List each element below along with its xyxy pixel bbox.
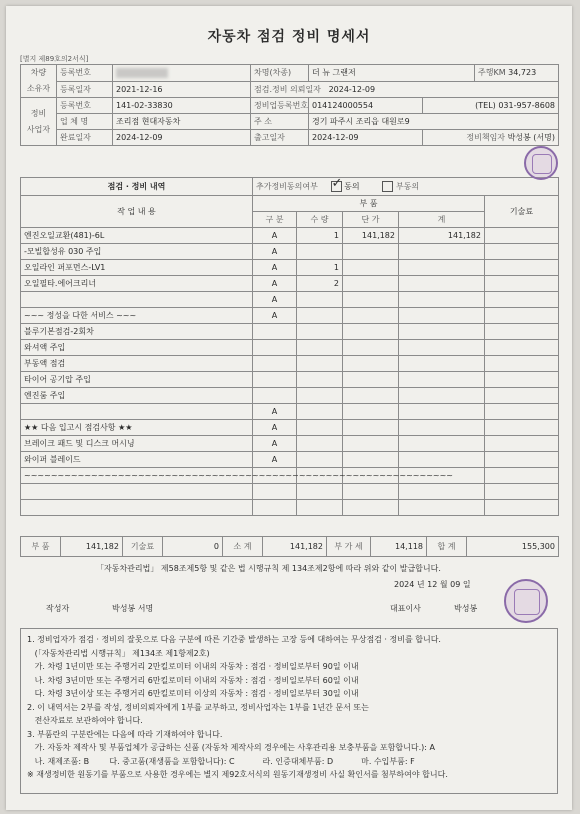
- item-qty: [297, 308, 343, 324]
- note-line: 2. 이 내역서는 2부를 작성, 정비의뢰자에게 1부를 교부하고, 정비사업자는 1부를 1년간 문서 또는: [27, 702, 369, 712]
- item-row: [21, 388, 559, 404]
- manager-value: 박성봉 (서명): [507, 133, 556, 142]
- rep-label: 대표이사: [390, 604, 421, 613]
- item-total: [399, 244, 485, 260]
- parts-total-label: 부 품: [21, 537, 61, 557]
- mileage-label: 주행KM: [478, 68, 506, 78]
- item-qty: [297, 340, 343, 356]
- note-line: 나. 재제조품: B 다. 중고품(재생품을 포함합니다): C 라. 인증대체부품: D 마. 수입부품: F: [27, 756, 415, 766]
- item-tech-fee: [485, 324, 559, 340]
- type-header: 구 분: [253, 212, 297, 228]
- rep-value: 박성봉: [454, 604, 478, 613]
- note-line: 1. 정비업자가 점검 · 정비의 잘못으로 다음 구분에 따른 기간중 발생하는 고장 등에 대하여는 무상점검 · 정비를 합니다.: [27, 635, 441, 644]
- model-label: 차명(차종): [251, 65, 309, 82]
- item-tech-fee: [485, 308, 559, 324]
- subtotal-value: 141,182: [263, 537, 327, 557]
- request-date-cell: [251, 81, 559, 98]
- sum-value: 155,300: [467, 537, 559, 557]
- reg-date-label: 등록일자: [57, 81, 113, 98]
- item-work: 블루기본점검-2회차: [21, 324, 253, 340]
- check-mark-icon: ✓: [331, 176, 343, 191]
- shop-addr-label: 주 소: [251, 114, 309, 130]
- mileage-value: 34,723: [508, 68, 537, 78]
- subtotal-label: 소 계: [223, 537, 263, 557]
- parts-header: 부 품: [253, 196, 485, 212]
- note-line: 가. 차령 1년미만 또는 주행거리 2만킬로미터 이내의 자동차 : 점검 · 정비일로부터 90일 이내: [27, 662, 359, 671]
- item-row: [21, 292, 559, 308]
- parts-total-value: 141,182: [61, 537, 123, 557]
- vat-label: 부 가 세: [327, 537, 371, 557]
- item-qty: [297, 244, 343, 260]
- item-tech-fee: [485, 292, 559, 308]
- item-tech-fee: [485, 388, 559, 404]
- item-total: [399, 260, 485, 276]
- item-tech-fee: [485, 484, 559, 500]
- item-type: A: [253, 308, 297, 324]
- shop-tel: (TEL) 031-957-8608: [423, 98, 559, 114]
- disagree-label: 부동의: [396, 182, 420, 191]
- notes-list: [27, 633, 551, 782]
- item-unit-price: [343, 420, 399, 436]
- item-row: [21, 404, 559, 420]
- item-total: [399, 436, 485, 452]
- item-work: ~~~~~~~~~~~~~~~~~~~~~~~~~~~~~~~~~~~~~~~~~~~~~~~~~~~~~~~~~~~~~~~~: [21, 468, 253, 484]
- item-qty: [297, 372, 343, 388]
- note-line: (「자동차관리법 시행규칙」 제134조 제1항제2호): [27, 648, 210, 658]
- item-type: A: [253, 228, 297, 244]
- item-qty: [297, 324, 343, 340]
- shop-addr-value: 경기 파주시 조리읍 대원로9: [309, 114, 559, 130]
- item-unit-price: [343, 388, 399, 404]
- totals-table: [20, 536, 559, 557]
- item-tech-fee: [485, 260, 559, 276]
- note-line: 3. 부품란의 구분란에는 다음에 따라 기재하여야 합니다.: [27, 729, 223, 739]
- item-work: 브레이크 패드 및 디스크 머시닝: [21, 436, 253, 452]
- item-work: ★★ 다음 입고시 점검사항 ★★: [21, 420, 253, 436]
- item-qty: [297, 452, 343, 468]
- item-row: [21, 276, 559, 292]
- item-tech-fee: [485, 500, 559, 516]
- spec-document: [6, 6, 572, 810]
- item-tech-fee: [485, 420, 559, 436]
- item-unit-price: [343, 356, 399, 372]
- item-unit-price: [343, 500, 399, 516]
- items-section-title: 점검 · 정비 내역: [21, 178, 253, 196]
- total-header: 계: [399, 212, 485, 228]
- item-unit-price: [343, 372, 399, 388]
- vehicle-reg-no-label: 등록번호: [57, 65, 113, 82]
- item-tech-fee: [485, 356, 559, 372]
- item-tech-fee: [485, 340, 559, 356]
- item-tech-fee: [485, 468, 559, 484]
- item-unit-price: [343, 436, 399, 452]
- shop-section-label: 정비 사업자: [21, 98, 57, 146]
- item-tech-fee: [485, 244, 559, 260]
- item-row: [21, 228, 559, 244]
- done-date-value: 2024-12-09: [113, 130, 251, 146]
- item-work: 오일필타.에어크리너: [21, 276, 253, 292]
- legal-statement: 「자동차관리법」 제58조제5항 및 같은 법 시행규칙 제 134조제2항에 따라 위와 같이 발급합니다.: [96, 564, 441, 573]
- item-row: [21, 468, 559, 484]
- shop-reg-no-value: 141-02-33830: [113, 98, 251, 114]
- consent-label: 추가정비동의여부: [256, 182, 318, 191]
- biz-reg-value: 014124000554: [309, 98, 423, 114]
- item-row: [21, 452, 559, 468]
- notes-box: [20, 628, 558, 794]
- item-unit-price: [343, 324, 399, 340]
- item-unit-price: [343, 244, 399, 260]
- item-row: [21, 324, 559, 340]
- item-type: A: [253, 292, 297, 308]
- out-date-value: 2024-12-09: [309, 130, 423, 146]
- item-row: [21, 372, 559, 388]
- note-line: 다. 차령 3년이상 또는 주행거리 6만킬로미터 이상의 자동차 : 점검 · 정비일로부터 30일 이내: [27, 689, 359, 698]
- tech-total-value: 0: [163, 537, 223, 557]
- item-qty: [297, 292, 343, 308]
- vat-value: 14,118: [371, 537, 427, 557]
- item-total: [399, 484, 485, 500]
- item-qty: 2: [297, 276, 343, 292]
- item-unit-price: [343, 276, 399, 292]
- item-row: [21, 340, 559, 356]
- item-total: [399, 356, 485, 372]
- item-tech-fee: [485, 372, 559, 388]
- item-qty: 1: [297, 228, 343, 244]
- item-type: A: [253, 244, 297, 260]
- note-line: 전산자료로 보관하여야 합니다.: [27, 716, 143, 725]
- page-title: 자동차 점검 정비 명세서: [207, 29, 371, 45]
- item-tech-fee: [485, 452, 559, 468]
- header-info-table: [20, 64, 559, 146]
- item-work: 와이퍼 블레이드: [21, 452, 253, 468]
- shop-name-value: 조리점 현대자동차: [113, 114, 251, 130]
- item-work: [21, 292, 253, 308]
- item-qty: [297, 436, 343, 452]
- vehicle-reg-no: [113, 65, 251, 82]
- shop-name-label: 업 체 명: [57, 114, 113, 130]
- reg-date-value: 2021-12-16: [113, 81, 251, 98]
- tech-total-label: 기술료: [123, 537, 163, 557]
- item-total: [399, 308, 485, 324]
- item-unit-price: [343, 340, 399, 356]
- note-line: 나. 차령 3년미만 또는 주행거리 6만킬로미터 이내의 자동차 : 점검 · 정비일로부터 60일 이내: [27, 675, 359, 685]
- item-type: [253, 500, 297, 516]
- request-date-value: 2024-12-09: [328, 84, 376, 94]
- note-line: 가. 자동차 제작사 및 부품업체가 공급하는 신품 (자동차 제작사의 경우에는 사후관리용 보충부품을 포함합니다.): A: [27, 743, 435, 752]
- item-total: [399, 388, 485, 404]
- qty-header: 수 량: [297, 212, 343, 228]
- item-row: [21, 500, 559, 516]
- done-date-label: 완료일자: [57, 130, 113, 146]
- item-type: [253, 324, 297, 340]
- item-work: ~~~ 정성을 다한 서비스 ~~~: [21, 308, 253, 324]
- item-tech-fee: [485, 228, 559, 244]
- item-type: [253, 484, 297, 500]
- unit-price-header: 단 가: [343, 212, 399, 228]
- item-total: [399, 324, 485, 340]
- item-work: 엔진오일교환(481)-6L: [21, 228, 253, 244]
- item-qty: [297, 388, 343, 404]
- item-total: [399, 372, 485, 388]
- item-unit-price: 141,182: [343, 228, 399, 244]
- biz-reg-label: 정비업등록번호: [251, 98, 309, 114]
- item-total: [399, 340, 485, 356]
- seal-stamp-icon: [524, 146, 558, 180]
- item-qty: [297, 420, 343, 436]
- issue-date: 2024 년 12 월 09 일: [394, 580, 471, 589]
- disagree-checkbox[interactable]: [382, 181, 393, 192]
- item-type: A: [253, 260, 297, 276]
- agree-label: 동의: [344, 182, 360, 191]
- out-date-label: 출고일자: [251, 130, 309, 146]
- writer-value: 박성봉 서명: [112, 604, 154, 613]
- model-value: 더 뉴 그랜저: [309, 65, 475, 82]
- item-total: [399, 276, 485, 292]
- item-row: [21, 244, 559, 260]
- item-type: A: [253, 436, 297, 452]
- tech-fee-header: 기술료: [485, 196, 559, 228]
- item-type: A: [253, 404, 297, 420]
- item-type: A: [253, 420, 297, 436]
- item-total: [399, 420, 485, 436]
- item-work: [21, 404, 253, 420]
- note-line: ※ 재생정비한 원동기를 부품으로 사용한 경우에는 별지 제92호서식의 원동기재생정비 사실 확인서를 첨부하여야 합니다.: [27, 770, 448, 779]
- item-unit-price: [343, 308, 399, 324]
- item-work: 타이어 공기압 주입: [21, 372, 253, 388]
- item-work: 부동액 점검: [21, 356, 253, 372]
- item-tech-fee: [485, 276, 559, 292]
- item-row: [21, 260, 559, 276]
- item-row: [21, 420, 559, 436]
- item-type: A: [253, 452, 297, 468]
- item-work: 엔진룸 주입: [21, 388, 253, 404]
- item-qty: [297, 500, 343, 516]
- item-total: [399, 500, 485, 516]
- consent-cell: [253, 178, 559, 196]
- item-row: [21, 308, 559, 324]
- item-row: [21, 484, 559, 500]
- item-unit-price: [343, 452, 399, 468]
- item-total: 141,182: [399, 228, 485, 244]
- item-work: -모빌합성유 030 주입: [21, 244, 253, 260]
- item-row: [21, 356, 559, 372]
- item-work: 와셔액 주입: [21, 340, 253, 356]
- form-number: [별지 제89호의2서식]: [20, 55, 89, 63]
- item-qty: 1: [297, 260, 343, 276]
- sum-label: 합 계: [427, 537, 467, 557]
- seal-stamp-icon: [504, 579, 548, 623]
- item-total: [399, 292, 485, 308]
- work-header: 작 업 내 용: [21, 196, 253, 228]
- item-unit-price: [343, 404, 399, 420]
- manager-cell: [423, 130, 559, 146]
- item-type: [253, 340, 297, 356]
- item-type: [253, 372, 297, 388]
- agree-checkbox[interactable]: [331, 176, 343, 192]
- item-qty: [297, 484, 343, 500]
- mileage-cell: [475, 65, 559, 82]
- item-unit-price: [343, 260, 399, 276]
- item-work: [21, 500, 253, 516]
- redacted-reg-no: [116, 68, 168, 78]
- item-work: [21, 484, 253, 500]
- item-qty: [297, 404, 343, 420]
- item-total: [399, 452, 485, 468]
- item-unit-price: [343, 292, 399, 308]
- shop-reg-no-label: 등록번호: [57, 98, 113, 114]
- item-unit-price: [343, 484, 399, 500]
- item-tech-fee: [485, 436, 559, 452]
- owner-section-label: 차량 소유자: [21, 65, 57, 98]
- writer-label: 작성자: [46, 604, 70, 613]
- item-type: [253, 356, 297, 372]
- item-type: [253, 388, 297, 404]
- request-date-label: 점검.정비 의뢰일자: [254, 84, 321, 94]
- item-tech-fee: [485, 404, 559, 420]
- item-type: A: [253, 276, 297, 292]
- item-qty: [297, 356, 343, 372]
- item-work: 오일라인 퍼포먼스-LV1: [21, 260, 253, 276]
- item-total: [399, 404, 485, 420]
- manager-label: 정비책임자: [466, 133, 506, 142]
- item-row: [21, 436, 559, 452]
- items-table: [20, 177, 559, 516]
